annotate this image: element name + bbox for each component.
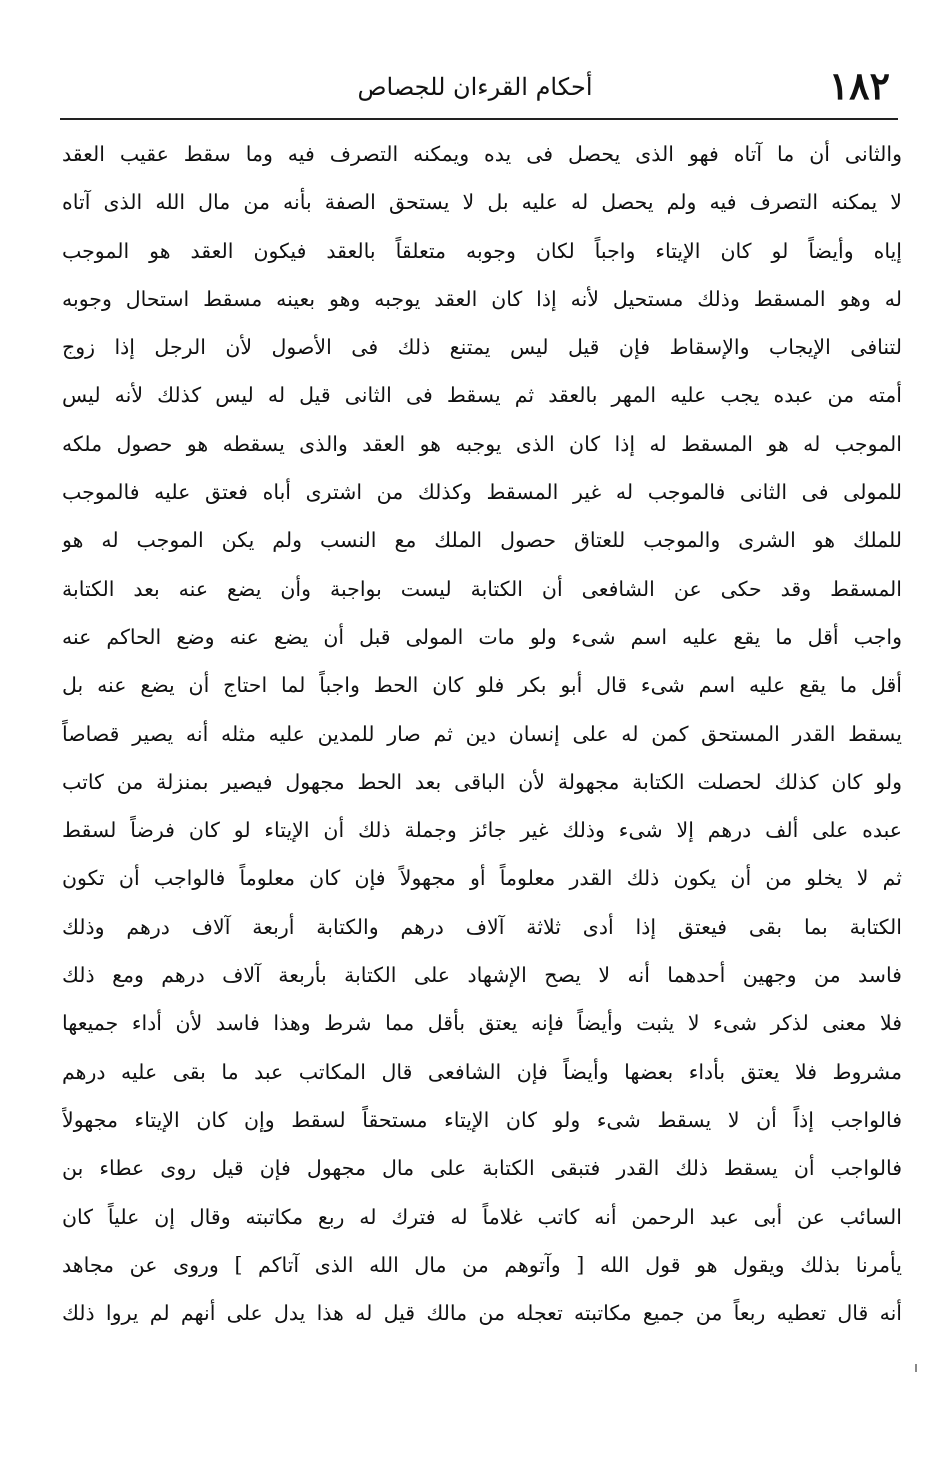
page-number: ١٨٢ xyxy=(828,63,890,108)
text-line: والثانى أن ما آتاه فهو الذى يحصل فى يده ويمكنه التصرف فيه وما سقط عقيب العقد xyxy=(62,142,902,166)
text-line: إياه وأيضاً لو كان الإيتاء واجباً لكان وجوبه متعلقاً بالعقد فيكون العقد هو الموجب xyxy=(62,238,902,263)
text-line: فالواجب إذاً أن لا يسقط شىء ولو كان الإيتاء مستحقاً لسقط وإن كان الإيتاء مجهولاً xyxy=(62,1107,902,1132)
text-line: ثم لا يخلو من أن يكون ذلك القدر معلوماً أو مجهولاً فإن كان معلوماً فالواجب أن تكون xyxy=(62,866,902,891)
text-line: أنه قال تعطيه ربعاً من جميع مكاتبته تعجله من مالك قيل له هذا يدل على أنهم لم يروا ذلك xyxy=(62,1301,902,1326)
text-line: أمته من عبده يجب عليه المهر بالعقد ثم يسقط فى الثانى قيل له ليس كذلك لأنه ليس xyxy=(62,383,902,408)
text-line: عبده على ألف درهم إلا شىء وذلك غير جائز وجملة ذلك أن الإيتاء لو كان فرضاً لسقط xyxy=(62,818,902,843)
text-line: الموجب له هو المسقط له إذا كان الذى يوجبه هو العقد والذى يسقطه هو حصول ملكه xyxy=(62,431,902,456)
text-line: للملك هو الشرى والموجب للعتاق حصول الملك مع النسب ولم يكن الموجب له هو xyxy=(62,528,902,553)
text-line: يسقط القدر المستحق كمن له على إنسان دين ثم صار للمدين عليه مثله أنه يصير قصاصاً xyxy=(62,721,902,746)
text-line: المسقط وقد حكى عن الشافعى أن الكتابة ليست بواجبة وأن يضع عنه بعد الكتابة xyxy=(62,576,902,601)
header-divider xyxy=(60,118,898,120)
text-line: له وهو المسقط وذلك مستحيل لأنه إذا كان العقد يوجبه وهو بعينه مسقط استحال وجوبه xyxy=(62,286,902,311)
text-line: مشروط فلا يعتق بأداء بعضها وأيضاً فإن الشافعى قال المكاتب عبد ما بقى عليه درهم xyxy=(62,1059,902,1084)
text-line: يأمرنا بذلك ويقول هو قول الله [ وآتوهم من مال الله الذى آتاكم ] وروى عن مجاهد xyxy=(62,1252,902,1277)
margin-speck xyxy=(915,1364,917,1372)
text-line: ولو كان كذلك لحصلت الكتابة مجهولة لأن الباقى بعد الحط مجهول فيصير بمنزلة من كاتب xyxy=(62,769,902,794)
text-line: فالواجب أن يسقط ذلك القدر فتبقى الكتابة على مال مجهول فإن قيل روى عطاء بن xyxy=(62,1156,902,1181)
text-line: السائب عن أبى عبد الرحمن أنه كاتب غلاماً له فترك له ربع مكاتبته وقال إن علياً كان xyxy=(62,1204,902,1229)
page-header xyxy=(60,62,890,110)
text-line: أقل ما يقع عليه اسم شىء قال أبو بكر فلو كان الحط واجباً لما احتاج أن يضع عنه بل xyxy=(62,673,902,698)
text-line: واجب أقل ما يقع عليه اسم شىء ولو مات المولى قبل أن يضع عنه وضع الحاكم عنه xyxy=(62,624,902,649)
text-line: لا يمكنه التصرف فيه ولم يحصل له عليه بل لا يستحق الصفة بأنه من مال الله الذى آتاه xyxy=(62,190,902,215)
text-line: فلا معنى لذكر شىء لا يثبت وأيضاً فإنه يعتق بأقل مما شرط وهذا فاسد لأن أداء جميعها xyxy=(62,1011,902,1036)
text-line: فاسد من وجهين أحدهما أنه لا يصح الإشهاد على الكتابة بأربعة آلاف درهم ومع ذلك xyxy=(62,963,902,988)
body-text xyxy=(62,130,902,1337)
text-line: لتنافى الإيجاب والإسقاط فإن قيل ليس يمتنع ذلك فى الأصول لأن الرجل إذا زوج xyxy=(62,335,902,360)
text-line: للمولى فى الثانى فالموجب له غير المسقط وكذلك من اشترى أباه فعتق عليه فالموجب xyxy=(62,480,902,505)
text-line: الكتابة بما بقى فيعتق إذا أدى ثلاثة آلاف درهم والكتابة أربعة آلاف درهم وذلك xyxy=(62,914,902,939)
running-title: أحكام القرءان للجصاص xyxy=(357,73,593,101)
